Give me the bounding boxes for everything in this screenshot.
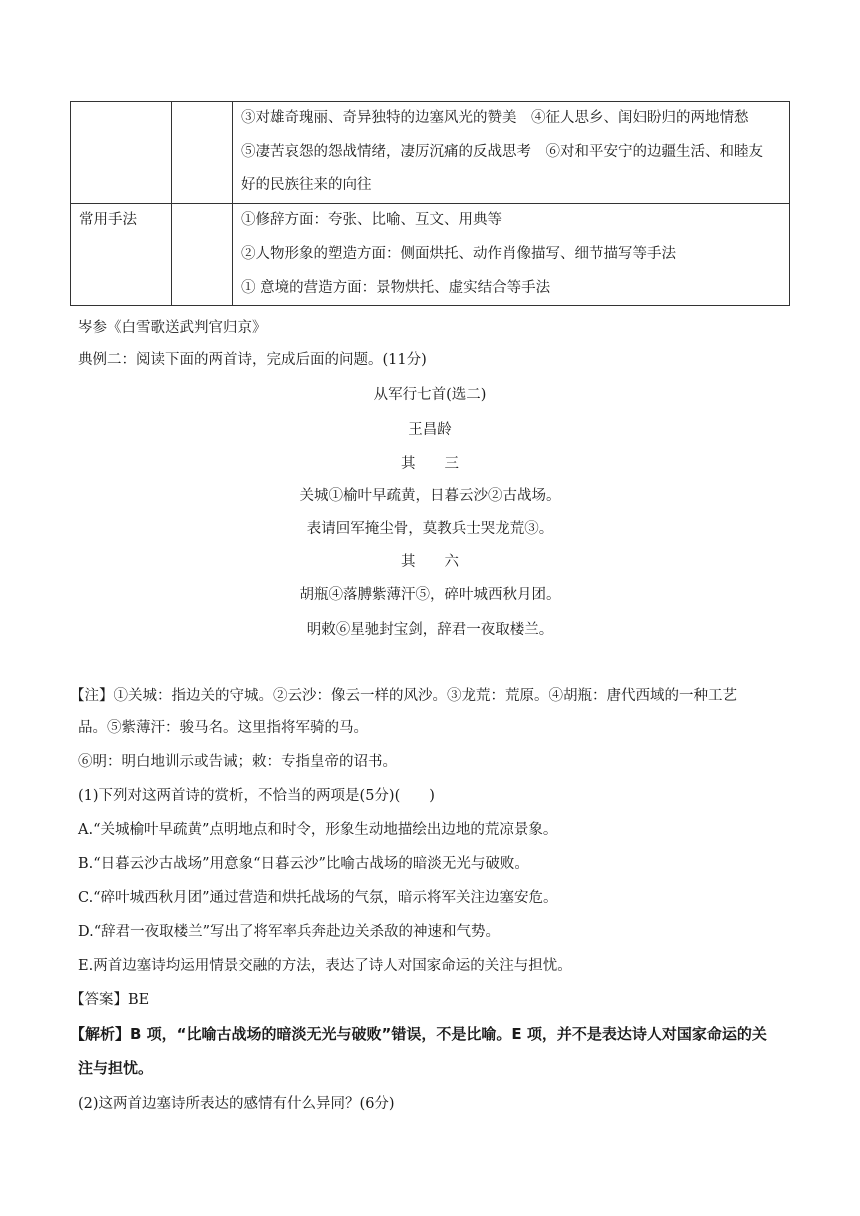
cell-line: ②人物形象的塑造方面：侧面烘托、动作肖像描写、细节描写等手法: [241, 245, 676, 262]
notes-line: 品。⑤紫薄汗：骏马名。这里指将军骑的马。: [78, 720, 368, 736]
row-label-cell: [71, 102, 172, 204]
question2-stem: (2)这两首边塞诗所表达的感情有什么异同？(6分): [78, 1096, 395, 1112]
example-title: 典例二：阅读下面的两首诗，完成后面的问题。(11分): [78, 352, 427, 368]
question1-stem: (1)下列对这两首诗的赏析，不恰当的两项是(5分)( ): [78, 788, 435, 804]
notes-line: ⑥明：明白地训示或告诫；敕：专指皇帝的诏书。: [78, 754, 397, 770]
cell-line: 好的民族往来的向往: [241, 177, 372, 194]
cell-line: ⑤凄苦哀怨的怨战情绪，凄厉沉痛的反战思考 ⑥对和平安宁的边疆生活、和睦友: [241, 143, 763, 160]
reference-line: 岑参《白雪歌送武判官归京》: [78, 320, 267, 336]
empty-cell: [172, 102, 233, 204]
poem-line: 表请回军掩尘骨，莫教兵士哭龙荒③。: [306, 521, 554, 537]
answer-line: 【答案】BE: [70, 992, 150, 1008]
cell-line: ③对雄奇瑰丽、奇异独特的边塞风光的赞美 ④征人思乡、闺妇盼归的两地情愁: [241, 110, 749, 126]
poem-title: 从军行七首(选二): [373, 387, 487, 403]
analysis-line: 注与担忧。: [78, 1059, 154, 1077]
summary-table: [70, 101, 790, 306]
row-label: 常用手法: [79, 212, 137, 229]
notes-line: 【注】①关城：指边关的守城。②云沙：像云一样的风沙。③龙荒：荒原。④胡瓶：唐代西域的一种工艺: [70, 688, 737, 704]
option-d: D.“辞君一夜取楼兰”写出了将军率兵奔赴边关杀敌的神速和气势。: [78, 924, 501, 940]
cell-line: ① 意境的营造方面：景物烘托、虚实结合等手法: [241, 279, 551, 296]
poem-author: 王昌龄: [408, 422, 452, 438]
poem-part1-heading: 其 三: [401, 456, 459, 472]
content-cell: [233, 204, 790, 306]
poem-part2-heading: 其 六: [401, 554, 459, 570]
analysis-line: 【解析】B 项，“比喻古战场的暗淡无光与破败”错误，不是比喻。E 项，并不是表达诗人对国家命运的关: [70, 1025, 767, 1043]
poem-line: 关城①榆叶早疏黄，日暮云沙②古战场。: [299, 488, 561, 504]
option-b: B.“日暮云沙古战场”用意象“日暮云沙”比喻古战场的暗淡无光与破败。: [78, 856, 529, 872]
table-row: [71, 204, 790, 306]
option-a: A.“关城榆叶早疏黄”点明地点和时令，形象生动地描绘出边地的荒凉景象。: [78, 822, 558, 838]
table-row: [71, 102, 790, 204]
option-e: E.两首边塞诗均运用情景交融的方法，表达了诗人对国家命运的关注与担忧。: [78, 958, 572, 974]
option-c: C.“碎叶城西秋月团”通过营造和烘托战场的气氛，暗示将军关注边塞安危。: [78, 890, 558, 906]
cell-line: ①修辞方面：夸张、比喻、互文、用典等: [241, 212, 502, 229]
content-cell: [233, 102, 790, 204]
row-label-cell: [71, 204, 172, 306]
poem-line: 明敕⑥星驰封宝剑，辞君一夜取楼兰。: [306, 622, 554, 638]
empty-cell: [172, 204, 233, 306]
poem-line: 胡瓶④落膊紫薄汗⑤，碎叶城西秋月团。: [299, 587, 561, 603]
